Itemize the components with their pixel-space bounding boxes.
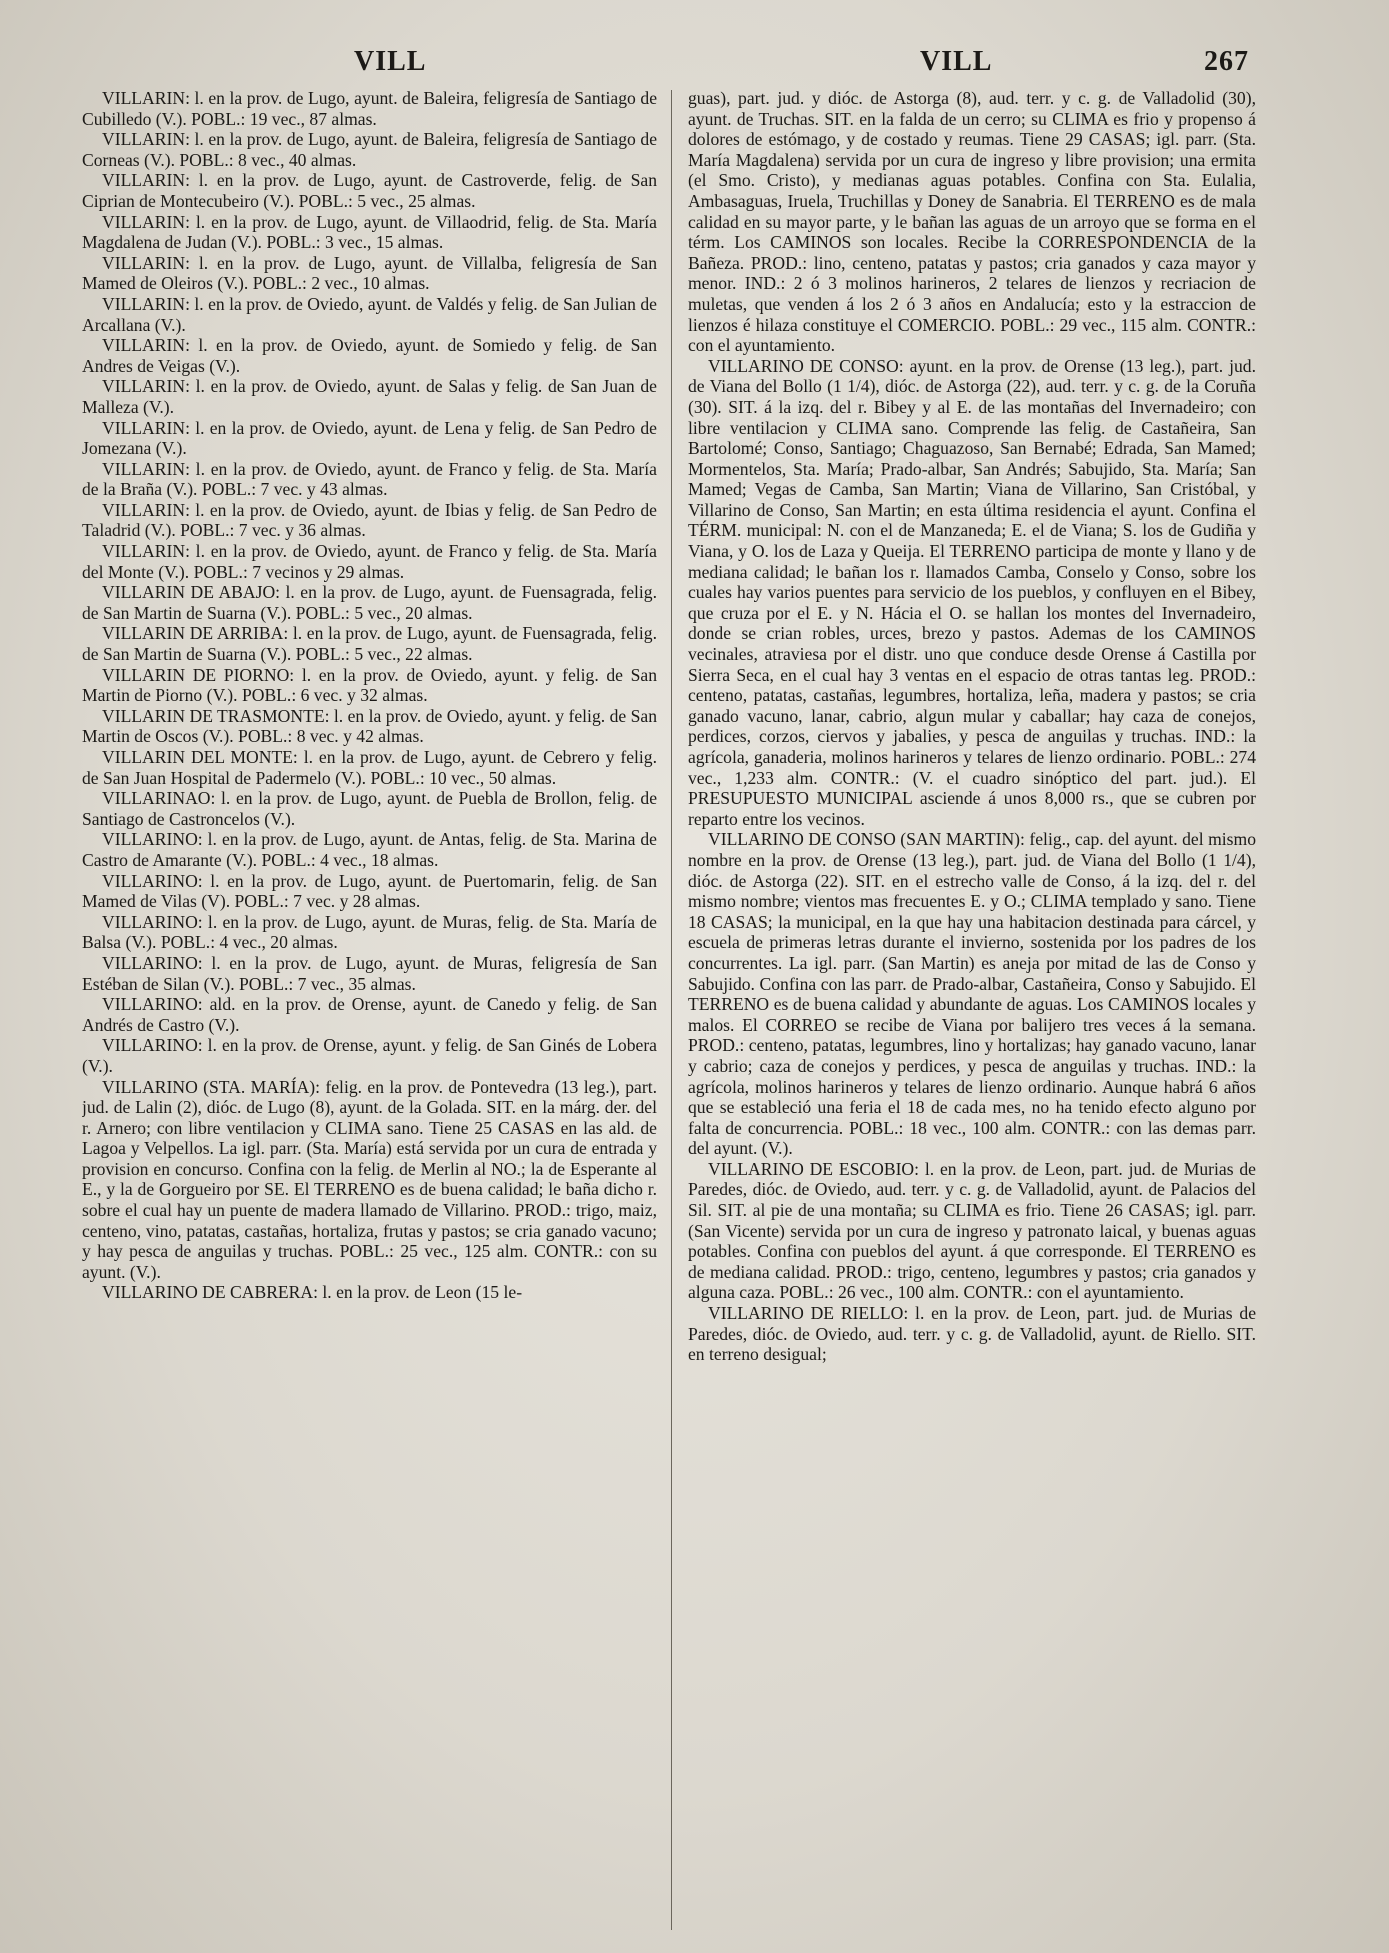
entry: VILLARINO: l. en la prov. de Lugo, ayunt. de Antas, felig. de Sta. Marina de Castro de Amarante (V.). POBL.: 4 vec., 18 almas. bbox=[82, 829, 657, 870]
entry: VILLARIN DEL MONTE: l. en la prov. de Lugo, ayunt. de Cebrero y felig. de San Juan Hospital de Padermelo (V.). POBL.: 10 vec., 50 almas. bbox=[82, 747, 657, 788]
entry: VILLARINO DE CABRERA: l. en la prov. de Leon (15 le- bbox=[102, 1282, 523, 1303]
entry: VILLARIN: l. en la prov. de Lugo, ayunt. de Villaodrid, felig. de Sta. María Magdalena de Judan (V.). POBL.: 3 vec., 15 almas. bbox=[82, 211, 657, 253]
entry: VILLARINO: l. en la prov. de Lugo, ayunt. de Muras, feligresía de San Estéban de Silan (V.). POBL.: 7 vec., 35 almas. bbox=[82, 952, 657, 994]
entry: VILLARIN: l. en la prov. de Oviedo, ayunt. de Franco y felig. de Sta. María del Monte (V.). POBL.: 7 vecinos y 29 almas. bbox=[82, 541, 657, 582]
entry: VILLARIN: l. en la prov. de Oviedo, ayunt. de Lena y felig. de San Pedro de Jomezana (V.). bbox=[82, 417, 657, 459]
running-head-left: VILL bbox=[354, 46, 427, 77]
entry: VILLARIN DE TRASMONTE: l. en la prov. de Oviedo, ayunt. y felig. de San Martin de Oscos (V.). POBL.: 8 vec. y 42 almas. bbox=[82, 705, 657, 747]
entry: VILLARINAO: l. en la prov. de Lugo, ayunt. de Puebla de Brollon, felig. de Santiago de Castroncelos (V.). bbox=[82, 788, 657, 829]
entry: VILLARINO DE CONSO (SAN MARTIN): felig., cap. del ayunt. del mismo nombre en la prov. de Orense (13 leg.), part. jud. de Viana del Bollo (1 1/4), dióc. de Astorga (22). SIT. en el estrecho valle de Conso, á la izq. del r. del mismo nombre; vientos mas frecuentes E. y O.; CLIMA templado y sano. Tiene 18 CASAS; la municipal, en la que hay una habitacion destinada para cárcel, y escuela de primeras letras durante el invierno, sostenida por los padres de los concurrentes. La igl. parr. (San Martin) es aneja por mitad de las de Conso y Sabujido. Confina con las parr. de Prado-albar, Castañeira, Conso y Sabujido. El TERRENO es de buena calidad y abundante de aguas. Los CAMINOS locales y malos. El CORREO se recibe de Viana por balijero tres veces á la semana. PROD.: centeno, patatas, legumbres, lino y hortalizas; hay ganado vacuno, lanar y cabrio; caza de conejos y perdices, y pesca de anguilas y truchas. IND.: la agrícola, molinos harineros y telares de lienzo ordinario. Aunque habrá 6 años que se estableció una feria el 18 de cada mes, no ha tenido efecto alguno por falta de concurrencia. POBL.: 18 vec., 100 alm. CONTR.: con las demas parr. del ayunt. (V.). bbox=[688, 829, 1256, 1159]
entry: VILLARIN DE ARRIBA: l. en la prov. de Lugo, ayunt. de Fuensagrada, felig. de San Martin de Suarna (V.). POBL.: 5 vec., 22 almas. bbox=[82, 623, 657, 665]
entry: VILLARIN: l. en la prov. de Lugo, ayunt. de Castroverde, felig. de San Ciprian de Montecubeiro (V.). POBL.: 5 vec., 25 almas. bbox=[82, 170, 657, 211]
entry-continuation: guas), part. jud. y dióc. de Astorga (8), aud. terr. y c. g. de Valladolid (30), ayunt. de Truchas. SIT. en la falda de un cerro; su CLIMA es frio y propenso á dolores de estómago, y de costado y reumas. Tiene 29 CASAS; igl. parr. (Sta. María Magdalena) servida por un cura de ingreso y libre provision; una ermita (el Smo. Cristo), y medianas aguas potables. Confina con Sta. Eulalia, Ambasaguas, Iruela, Truchillas y Doney de Sanabria. El TERRENO es de mala calidad en su mayor parte, y le bañan las aguas de un arroyo que se forma en el térm. Los CAMINOS son locales. Recibe la CORRESPONDENCIA de la Bañeza. PROD.: lino, centeno, patatas y pastos; cria ganados y caza mayor y menor. IND.: 2 ó 3 molinos harineros, 2 telares de lienzos y recriacion de muletas, que venden á los 2 ó 3 años en Andalucía; esto y la estraccion de lienzos é hilaza constituye el COMERCIO. POBL.: 29 vec., 115 alm. CONTR.: con el ayuntamiento. bbox=[688, 88, 1256, 356]
entry: VILLARINO DE ESCOBIO: l. en la prov. de Leon, part. jud. de Murias de Paredes, dióc. de Oviedo, aud. terr. y c. g. de Valladolid, ayunt. de Palacios del Sil. SIT. al pie de una montaña; su CLIMA es frio. Tiene 26 CASAS; igl. parr. (San Vicente) servida por un cura de ingreso y patronato laical, y buenas aguas potables. Confina con pueblos del ayunt. á que corresponde. El TERRENO es de mediana calidad. PROD.: trigo, centeno, legumbres y pastos; cria ganados y alguna caza. POBL.: 26 vec., 100 alm. CONTR.: con el ayuntamiento. bbox=[688, 1158, 1256, 1303]
running-head bbox=[0, 46, 1389, 86]
entry: VILLARINO: l. en la prov. de Lugo, ayunt. de Muras, felig. de Sta. María de Balsa (V.). POBL.: 4 vec., 20 almas. bbox=[82, 911, 657, 953]
running-head-center: VILL bbox=[920, 46, 993, 77]
entry: VILLARIN: l. en la prov. de Oviedo, ayunt. de Salas y felig. de San Juan de Malleza (V.). bbox=[82, 376, 657, 417]
entry: VILLARIN DE PIORNO: l. en la prov. de Oviedo, ayunt. y felig. de San Martin de Piorno (V.). POBL.: 6 vec. y 32 almas. bbox=[82, 664, 657, 706]
entry: VILLARIN: l. en la prov. de Oviedo, ayunt. de Ibias y felig. de San Pedro de Taladrid (V.). POBL.: 7 vec. y 36 almas. bbox=[82, 499, 657, 541]
column-divider bbox=[671, 90, 672, 1930]
entry: VILLARIN: l. en la prov. de Lugo, ayunt. de Baleira, feligresía de Santiago de Cubilledo (V.). POBL.: 19 vec., 87 almas. bbox=[82, 88, 657, 129]
entry: VILLARIN: l. en la prov. de Oviedo, ayunt. de Valdés y felig. de San Julian de Arcallana (V.). bbox=[82, 293, 657, 335]
entry: VILLARINO: l. en la prov. de Orense, ayunt. y felig. de San Ginés de Lobera (V.). bbox=[82, 1035, 657, 1076]
entry: VILLARINO DE CONSO: ayunt. en la prov. de Orense (13 leg.), part. jud. de Viana del Bollo (1 1/4), dióc. de Astorga (22), aud. terr. y c. g. de la Coruña (30). SIT. á la izq. del r. Bibey y al E. de las montañas del Invernadeiro; con libre ventilacion y CLIMA sano. Comprende las felig. de Castañeira, San Bartolomé; Conso, Santiago; Chaguazoso, San Bernabé; Edrada, San Mamed; Mormentelos, Sta. María; Prado-albar, San Andrés; Sabujido, Sta. María; San Mamed; Vegas de Camba, San Martin; Viana de Villarino, San Cristóbal, y Villarino de Conso, San Martin; en esta última residencia el ayunt. Confina el TÉRM. municipal: N. con el de Manzaneda; E. el de Viana; S. los de Gudiña y Viana, y O. los de Laza y Queija. El TERRENO participa de monte y llano y de mediana calidad; le bañan los r. llamados Camba, Conselo y Conso, sobre los cuales hay varios puentes para servicio de los pueblos, y confluyen en el Bibey, que cruza por el E. y N. Hácia el O. se hallan los montes del Invernadeiro, donde se crian robles, urces, brezo y pastos. Ademas de los CAMINOS vecinales, atraviesa por el distr. uno que conduce desde Orense á Castilla por Sierra Seca, en el cual hay 3 ventas en el espacio de otras tantas leg. PROD.: centeno, patatas, castañas, legumbres, hortaliza, leña, madera y pastos; se cria ganado vacuno, lanar, cabrio, algun mular y caballar; hay caza de conejos, perdices, corzos, ciervos y jabalies, y pesca de anguilas y truchas. IND.: la agrícola, ganaderia, molinos harineros y telares de lienzo ordinario. POBL.: 274 vec., 1,233 alm. CONTR.: (V. el cuadro sinóptico del part. jud.). El PRESUPUESTO MUNICIPAL asciende á unos 8,000 rs., que se cubren por reparto entre los vecinos. bbox=[688, 355, 1256, 829]
entry: VILLARINO: l. en la prov. de Lugo, ayunt. de Puertomarin, felig. de San Mamed de Vilas (V). POBL.: 7 vec. y 28 almas. bbox=[82, 870, 657, 912]
page-number: 267 bbox=[1204, 46, 1249, 77]
entry: VILLARINO: ald. en la prov. de Orense, ayunt. de Canedo y felig. de San Andrés de Castro (V.). bbox=[82, 994, 657, 1035]
entry: VILLARIN: l. en la prov. de Lugo, ayunt. de Villalba, feligresía de San Mamed de Oleiros (V.). POBL.: 2 vec., 10 almas. bbox=[82, 252, 657, 294]
entry: VILLARIN: l. en la prov. de Lugo, ayunt. de Baleira, feligresía de Santiago de Corneas (V.). POBL.: 8 vec., 40 almas. bbox=[82, 129, 657, 170]
right-column bbox=[688, 88, 1256, 1938]
entry: VILLARIN: l. en la prov. de Oviedo, ayunt. de Franco y felig. de Sta. María de la Braña (V.). POBL.: 7 vec. y 43 almas. bbox=[82, 458, 657, 500]
entry: VILLARIN DE ABAJO: l. en la prov. de Lugo, ayunt. de Fuensagrada, felig. de San Martin de Suarna (V.). POBL.: 5 vec., 20 almas. bbox=[82, 582, 657, 623]
left-column bbox=[82, 88, 657, 1938]
entry: VILLARIN: l. en la prov. de Oviedo, ayunt. de Somiedo y felig. de San Andres de Veigas (V.). bbox=[82, 335, 657, 376]
entry: VILLARINO DE RIELLO: l. en la prov. de Leon, part. jud. de Murias de Paredes, dióc. de Oviedo, aud. terr. y c. g. de Valladolid, ayunt. de Riello. SIT. en terreno desigual; bbox=[688, 1303, 1256, 1365]
entry: VILLARINO (STA. MARÍA): felig. en la prov. de Pontevedra (13 leg.), part. jud. de Lalin (2), dióc. de Lugo (8), ayunt. de la Golada. SIT. en la márg. der. del r. Arnero; con libre ventilacion y CLIMA sano. Tiene 25 CASAS en las ald. de Lagoa y Velpellos. La igl. parr. (Sta. María) está servida por un cura de entrada y provision en concurso. Confina con la felig. de Merlin al NO.; la de Esperante al E., y la de Gorgueiro por SE. El TERRENO es de buena calidad; le baña dicho r. sobre el cual hay un puente de madera llamado de Villarino. PROD.: trigo, maiz, centeno, vino, patatas, castañas, hortaliza, frutas y pastos; se cria ganado vacuno; y hay pesca de anguilas y truchas. POBL.: 25 vec., 125 alm. CONTR.: con su ayunt. (V.). bbox=[82, 1076, 657, 1282]
